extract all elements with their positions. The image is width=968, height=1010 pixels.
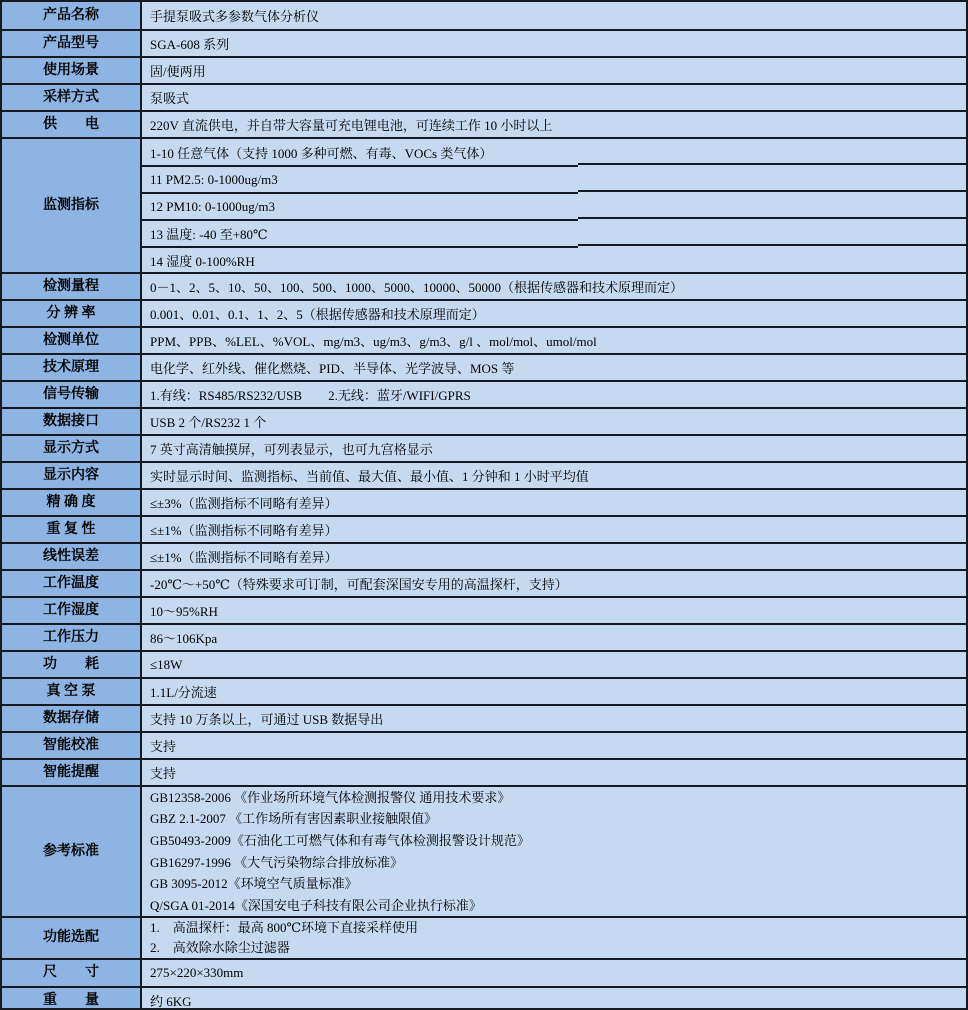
row-monitoring-indicators bbox=[2, 137, 966, 272]
optional-feature-item: 1. 高温探杆：最高 800℃环境下直接采样使用 bbox=[150, 920, 419, 935]
row-smart-calibration bbox=[2, 731, 966, 758]
row-repeatability bbox=[2, 515, 966, 542]
label-monitoring-indicators: 监测指标 bbox=[2, 139, 142, 272]
label-power-supply: 供 电 bbox=[2, 112, 142, 137]
value-data-storage: 支持 10 万条以上，可通过 USB 数据导出 bbox=[150, 712, 384, 727]
value-smart-reminder: 支持 bbox=[150, 766, 177, 781]
value-product-model: SGA-608 系列 bbox=[150, 37, 230, 52]
divider-line bbox=[142, 219, 578, 221]
label-optional-features: 功能选配 bbox=[2, 918, 142, 958]
label-accuracy: 精 确 度 bbox=[2, 490, 142, 515]
row-product-model bbox=[2, 29, 966, 56]
monitoring-indicator-item: 12 PM10: 0-1000ug/m3 bbox=[150, 198, 275, 214]
row-weight bbox=[2, 986, 966, 1010]
value-display-content: 实时显示时间、监测指标、当前值、最大值、最小值、1 分钟和 1 小时平均值 bbox=[150, 469, 589, 484]
value-working-pressure: 86～106Kpa bbox=[150, 631, 218, 646]
row-detection-unit bbox=[2, 326, 966, 353]
value-product-name: 手提泵吸式多参数气体分析仪 bbox=[150, 9, 320, 24]
value-display-mode: 7 英寸高清触摸屏，可列表显示，也可九宫格显示 bbox=[150, 442, 433, 457]
monitoring-indicator-item: 14 湿度 0-100%RH bbox=[150, 254, 255, 269]
monitoring-indicators-list bbox=[142, 139, 966, 272]
row-detection-range bbox=[2, 272, 966, 299]
label-working-pressure: 工作压力 bbox=[2, 625, 142, 650]
label-vacuum-pump: 真 空 泵 bbox=[2, 679, 142, 704]
reference-standard-item: GBZ 2.1-2007 《工作场所有害因素职业接触限值》 bbox=[150, 811, 438, 827]
row-signal-transmission bbox=[2, 380, 966, 407]
label-display-content: 显示内容 bbox=[2, 463, 142, 488]
label-display-mode: 显示方式 bbox=[2, 436, 142, 461]
value-data-interface: USB 2 个/RS232 1 个 bbox=[150, 415, 267, 430]
value-detection-range: 0－1、2、5、10、50、100、500、1000、5000、10000、50000（根据传感器和技术原理而定） bbox=[150, 280, 684, 295]
label-reference-standards: 参考标准 bbox=[2, 787, 142, 916]
divider-line bbox=[578, 217, 966, 219]
row-reference-standards bbox=[2, 785, 966, 916]
row-usage-scenario bbox=[2, 56, 966, 83]
label-weight: 重 量 bbox=[2, 988, 142, 1010]
value-technical-principle: 电化学、红外线、催化燃烧、PID、半导体、光学波导、MOS 等 bbox=[150, 361, 515, 376]
value-usage-scenario: 固/便两用 bbox=[150, 64, 206, 79]
value-detection-unit: PPM、PPB、%LEL、%VOL、mg/m3、ug/m3、g/m3、g/l 、mol/mol、umol/mol bbox=[150, 334, 597, 349]
value-smart-calibration: 支持 bbox=[150, 739, 177, 754]
row-linearity-error bbox=[2, 542, 966, 569]
label-usage-scenario: 使用场景 bbox=[2, 58, 142, 83]
label-detection-range: 检测量程 bbox=[2, 274, 142, 299]
label-data-interface: 数据接口 bbox=[2, 409, 142, 434]
reference-standards-list bbox=[142, 787, 966, 916]
value-working-temperature: -20℃～+50℃（特殊要求可订制，可配套深国安专用的高温探杆，支持） bbox=[150, 577, 568, 592]
row-technical-principle bbox=[2, 353, 966, 380]
row-vacuum-pump bbox=[2, 677, 966, 704]
divider-line bbox=[142, 165, 578, 167]
optional-features-list bbox=[142, 918, 966, 958]
value-resolution: 0.001、0.01、0.1、1、2、5（根据传感器和技术原理而定） bbox=[150, 307, 485, 322]
reference-standard-item: GB16297-1996 《大气污染物综合排放标准》 bbox=[150, 854, 404, 870]
divider-line bbox=[142, 246, 578, 248]
row-optional-features bbox=[2, 916, 966, 958]
value-repeatability: ≤±1%（监测指标不同略有差异） bbox=[150, 523, 338, 538]
value-vacuum-pump: 1.1L/分流速 bbox=[150, 685, 217, 700]
label-linearity-error: 线性误差 bbox=[2, 544, 142, 569]
value-working-humidity: 10～95%RH bbox=[150, 604, 218, 619]
divider-line bbox=[578, 163, 966, 165]
divider-line bbox=[142, 192, 578, 194]
row-dimensions bbox=[2, 958, 966, 986]
row-working-temperature bbox=[2, 569, 966, 596]
label-signal-transmission: 信号传输 bbox=[2, 382, 142, 407]
value-sampling-method: 泵吸式 bbox=[150, 91, 190, 106]
label-sampling-method: 采样方式 bbox=[2, 85, 142, 110]
value-accuracy: ≤±3%（监测指标不同略有差异） bbox=[150, 496, 338, 511]
label-data-storage: 数据存储 bbox=[2, 706, 142, 731]
monitoring-indicator-item: 1-10 任意气体（支持 1000 多种可燃、有毒、VOCs 类气体） bbox=[150, 146, 493, 161]
row-sampling-method bbox=[2, 83, 966, 110]
monitoring-indicator-item: 13 温度: -40 至+80℃ bbox=[150, 227, 268, 242]
label-resolution: 分 辨 率 bbox=[2, 301, 142, 326]
divider-line bbox=[578, 190, 966, 192]
value-dimensions: 275×220×330mm bbox=[150, 965, 244, 980]
divider-line bbox=[578, 244, 966, 246]
label-smart-calibration: 智能校准 bbox=[2, 733, 142, 758]
row-data-interface bbox=[2, 407, 966, 434]
optional-feature-item: 2. 高效除水除尘过滤器 bbox=[150, 940, 290, 955]
label-working-humidity: 工作湿度 bbox=[2, 598, 142, 623]
row-power-consumption bbox=[2, 650, 966, 677]
label-technical-principle: 技术原理 bbox=[2, 355, 142, 380]
label-working-temperature: 工作温度 bbox=[2, 571, 142, 596]
row-data-storage bbox=[2, 704, 966, 731]
value-linearity-error: ≤±1%（监测指标不同略有差异） bbox=[150, 550, 338, 565]
reference-standard-item: Q/SGA 01-2014《深国安电子科技有限公司企业执行标准》 bbox=[150, 897, 482, 913]
row-display-mode bbox=[2, 434, 966, 461]
label-power-consumption: 功 耗 bbox=[2, 652, 142, 677]
row-display-content bbox=[2, 461, 966, 488]
reference-standard-item: GB 3095-2012《环境空气质量标准》 bbox=[150, 876, 358, 892]
row-working-humidity bbox=[2, 596, 966, 623]
row-resolution bbox=[2, 299, 966, 326]
row-working-pressure bbox=[2, 623, 966, 650]
monitoring-indicator-item: 11 PM2.5: 0-1000ug/m3 bbox=[150, 171, 278, 187]
row-accuracy bbox=[2, 488, 966, 515]
label-repeatability: 重 复 性 bbox=[2, 517, 142, 542]
value-signal-transmission: 1.有线：RS485/RS232/USB 2.无线：蓝牙/WIFI/GPRS bbox=[150, 388, 471, 403]
row-product-name bbox=[2, 2, 966, 29]
label-dimensions: 尺 寸 bbox=[2, 960, 142, 986]
reference-standard-item: GB50493-2009《石油化工可燃气体和有毒气体检测报警设计规范》 bbox=[150, 832, 530, 848]
value-power-supply: 220V 直流供电，并自带大容量可充电锂电池，可连续工作 10 小时以上 bbox=[150, 118, 553, 133]
label-product-name: 产品名称 bbox=[2, 2, 142, 29]
reference-standard-item: GB12358-2006 《作业场所环境气体检测报警仪 通用技术要求》 bbox=[150, 789, 511, 805]
value-power-consumption: ≤18W bbox=[150, 656, 183, 672]
row-power-supply bbox=[2, 110, 966, 137]
label-smart-reminder: 智能提醒 bbox=[2, 760, 142, 785]
label-product-model: 产品型号 bbox=[2, 31, 142, 56]
value-weight: 约 6KG bbox=[150, 994, 192, 1009]
row-smart-reminder bbox=[2, 758, 966, 785]
label-detection-unit: 检测单位 bbox=[2, 328, 142, 353]
